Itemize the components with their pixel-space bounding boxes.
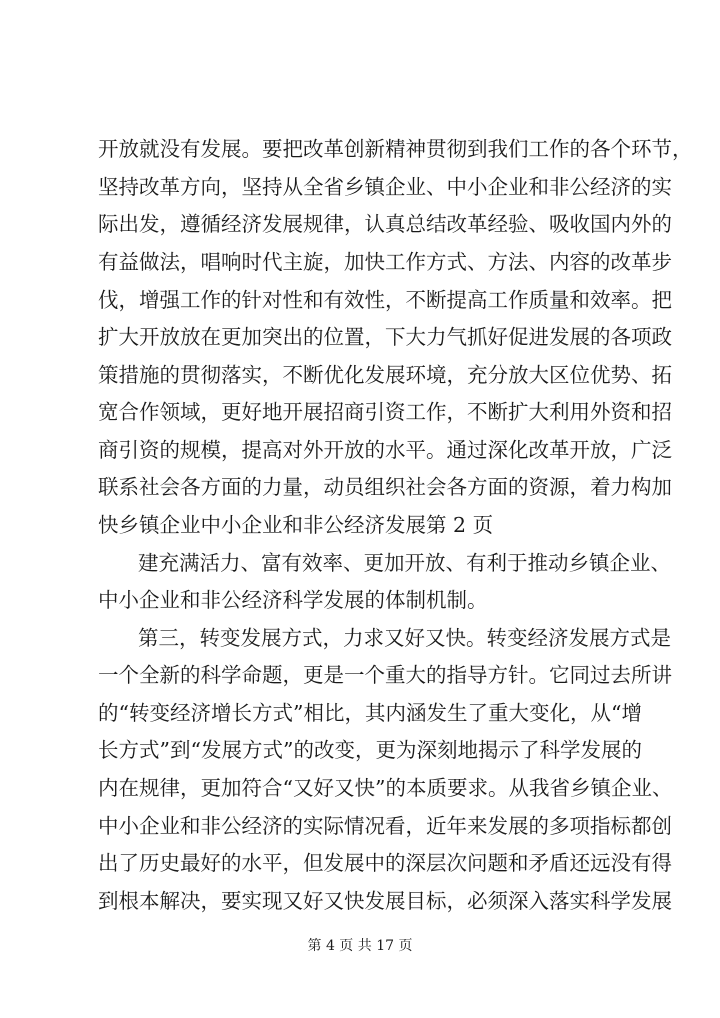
page-footer: 第 4 页 共 17 页	[307, 938, 413, 954]
body-text-line: 开放就没有发展。要把改革创新精神贯彻到我们工作的各个环节，	[98, 137, 693, 161]
body-text-line: 宽合作领域，更好地开展招商引资工作，不断扩大利用外资和招	[98, 400, 672, 424]
body-text-line: 的“转变经济增长方式”相比，其内涵发生了重大变化，从“增	[98, 701, 642, 725]
body-text-line: 伐，增强工作的针对性和有效性，不断提高工作质量和效率。把	[98, 288, 672, 312]
body-text-line: 内在规律，更加符合“又好又快”的本质要求。从我省乡镇企业、	[98, 776, 673, 800]
body-text-line: 到根本解决，要实现又好又快发展目标，必须深入落实科学发展	[98, 889, 672, 913]
body-text-line: 策措施的贯彻落实，不断优化发展环境，充分放大区位优势、拓	[98, 363, 672, 387]
body-text-line: 际出发，遵循经济发展规律，认真总结改革经验、吸收国内外的	[98, 212, 672, 236]
body-text-line: 长方式”到“发展方式”的改变，更为深刻地揭示了科学发展的	[98, 738, 642, 762]
paragraph-first-line: 建充满活力、富有效率、更加开放、有利于推动乡镇企业、	[138, 551, 671, 575]
body-text-line: 扩大开放放在更加突出的位置，下大力气抓好促进发展的各项政	[98, 325, 672, 349]
body-text-line: 坚持改革方向，坚持从全省乡镇企业、中小企业和非公经济的实	[98, 175, 672, 199]
body-text-line: 联系社会各方面的力量，动员组织社会各方面的资源，着力构加	[98, 475, 672, 499]
body-text-line: 中小企业和非公经济的实际情况看，近年来发展的多项指标都创	[98, 814, 672, 838]
body-text-line: 出了历史最好的水平，但发展中的深层次问题和矛盾还远没有得	[98, 851, 672, 875]
body-text-line: 中小企业和非公经济科学发展的体制机制。	[98, 588, 488, 612]
body-text-line: 有益做法，唱响时代主旋，加快工作方式、方法、内容的改革步	[98, 250, 672, 274]
body-text-line: 商引资的规模，提高对外开放的水平。通过深化改革开放，广泛	[98, 438, 672, 462]
body-text-line: 一个全新的科学命题，更是一个重大的指导方针。它同过去所讲	[98, 663, 672, 687]
body-text-line: 快乡镇企业中小企业和非公经济发展第 2 页	[98, 513, 494, 537]
paragraph-first-line: 第三，转变发展方式，力求又好又快。转变经济发展方式是	[138, 626, 671, 650]
